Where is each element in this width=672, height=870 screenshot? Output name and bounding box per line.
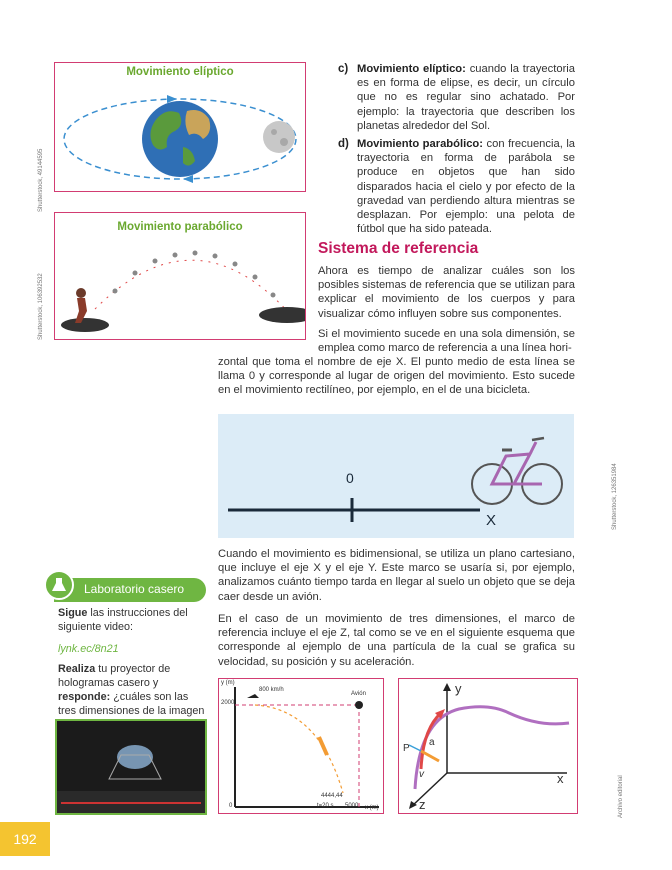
plane-icon bbox=[355, 701, 363, 709]
credit-elliptic: Shutterstock, 49144595 bbox=[38, 148, 44, 212]
item-c-body: cuando la trayectoria es en forma de elipse, es decir, un círculo que no es regular sino achatado. Por ejemplo: la trayectoria que describen los planetas alrededor del Sol. bbox=[357, 63, 575, 132]
axes3d-v-label: v bbox=[419, 769, 424, 780]
plane-drop-figure bbox=[218, 678, 384, 814]
item-c-text bbox=[357, 62, 575, 133]
axes3d-a-label: a bbox=[429, 737, 435, 748]
section-paragraph-4: En el caso de un movimiento de tres dimensiones, el marco de referencia incluye el eje Z, tal como se ve en el siguiente esquema que corresponde al ejemplo de una partícula de la cual se grafica su velocidad, su posición y su aceleración. bbox=[218, 613, 575, 668]
plane-y-value: 2000 bbox=[221, 700, 235, 706]
parabolic-figure bbox=[54, 212, 306, 340]
line-x-label: X bbox=[486, 512, 497, 529]
line-axis-illustration bbox=[218, 414, 574, 538]
parabolic-illustration bbox=[55, 239, 305, 339]
item-d-body: con frecuencia, la trayectoria en forma de parábola se produce en objetos que han sido disparados hacia el cielo y por efecto de la gravedad van perdiendo altura mientras se desplazan. Por ejemplo: una pelota de fútbol que ha sido pateada. bbox=[357, 138, 576, 236]
plane-speed-label: 800 km/h bbox=[259, 687, 284, 693]
lab-sigue-rest: las instrucciones del siguiente video: bbox=[58, 607, 188, 633]
axes3d-p-label: P bbox=[403, 743, 410, 754]
plane-time-label: t=20 s bbox=[317, 803, 334, 809]
plane-x-axis-label: x (m) bbox=[365, 805, 379, 811]
plane-avion-label: Avión bbox=[351, 691, 366, 697]
flask-icon bbox=[44, 570, 74, 600]
lab-responde: responde: bbox=[58, 691, 111, 703]
axes3d-z-label: z bbox=[419, 797, 426, 812]
item-d-letter: d) bbox=[338, 138, 349, 150]
lab-instructions bbox=[58, 606, 208, 634]
plane-x-end: 5000 bbox=[345, 803, 359, 809]
item-d-bold: Movimiento parabólico: bbox=[357, 138, 483, 150]
lab-realiza-mid: tu proyector de hologramas casero y bbox=[58, 663, 171, 689]
axes3d-illustration bbox=[399, 679, 577, 813]
plane-x-value: 4444,44 bbox=[321, 793, 343, 799]
lab-question-text: ¿cuáles son las tres dimensiones de la imagen bbox=[58, 691, 205, 717]
credit-parabolic: Shutterstock, 106392532 bbox=[38, 273, 44, 340]
axes3d-y-label: y bbox=[455, 681, 462, 696]
plane-origin: 0 bbox=[229, 803, 233, 809]
section-paragraph-2b: zontal que toma el nombre de eje X. El punto medio de esta línea se llama 0 y corresponde al lugar de origen del movimiento. Esto sucede en el movimiento rectilíneo, por ejemplo, en el de una bicicleta. bbox=[218, 356, 575, 397]
moon-icon bbox=[263, 121, 295, 153]
axes3d-figure bbox=[398, 678, 578, 814]
line-figure bbox=[218, 414, 574, 538]
item-d-text bbox=[357, 137, 575, 236]
plane-drop-illustration bbox=[219, 679, 383, 813]
lab-sigue: Sigue bbox=[58, 607, 88, 619]
section-paragraph-1: Ahora es tiempo de analizar cuáles son los posibles sistemas de referencia que se utilizan para explicar el movimiento de los cuerpos y para visualizar cómo influyen sobre sus componentes. bbox=[318, 265, 575, 320]
lab-header bbox=[54, 578, 206, 602]
lab-link[interactable]: lynk.ec/8n21 bbox=[58, 643, 119, 655]
elliptic-title: Movimiento elíptico bbox=[126, 66, 234, 78]
credit-bicycle: Shutterstock, 126351984 bbox=[612, 463, 618, 530]
section-title: Sistema de referencia bbox=[318, 240, 479, 257]
lab-video-thumbnail[interactable] bbox=[55, 719, 207, 815]
credit-schemes: Archivo editorial bbox=[618, 775, 624, 818]
hologram-image bbox=[57, 721, 205, 813]
bicycle-icon bbox=[472, 438, 562, 504]
section-paragraph-2a: Si el movimiento sucede en una sola dimensión, se emplea como marco de referencia a una línea hori- bbox=[318, 328, 575, 355]
elliptic-figure bbox=[54, 62, 306, 192]
parabolic-title: Movimiento parabólico bbox=[117, 221, 243, 233]
lab-title: Laboratorio casero bbox=[84, 582, 185, 596]
item-c-letter: c) bbox=[338, 63, 349, 75]
axes3d-x-label: x bbox=[557, 771, 564, 786]
lab-realiza: Realiza bbox=[58, 663, 96, 675]
item-c-bold: Movimiento elíptico: bbox=[357, 63, 466, 75]
section-paragraph-3: Cuando el movimiento es bidimensional, se utiliza un plano cartesiano, que incluye el eje X y el eje Y. Este marco se usaría si, por ejemplo, analizamos cuánto tiempo tarda en llegar al suelo un objeto que se deja caer desde un avión. bbox=[218, 548, 575, 603]
player-icon bbox=[75, 288, 87, 323]
page-number: 192 bbox=[0, 822, 50, 856]
elliptic-illustration bbox=[55, 81, 305, 191]
line-zero-label: 0 bbox=[346, 470, 354, 486]
plane-y-axis-label: y (m) bbox=[221, 680, 235, 686]
